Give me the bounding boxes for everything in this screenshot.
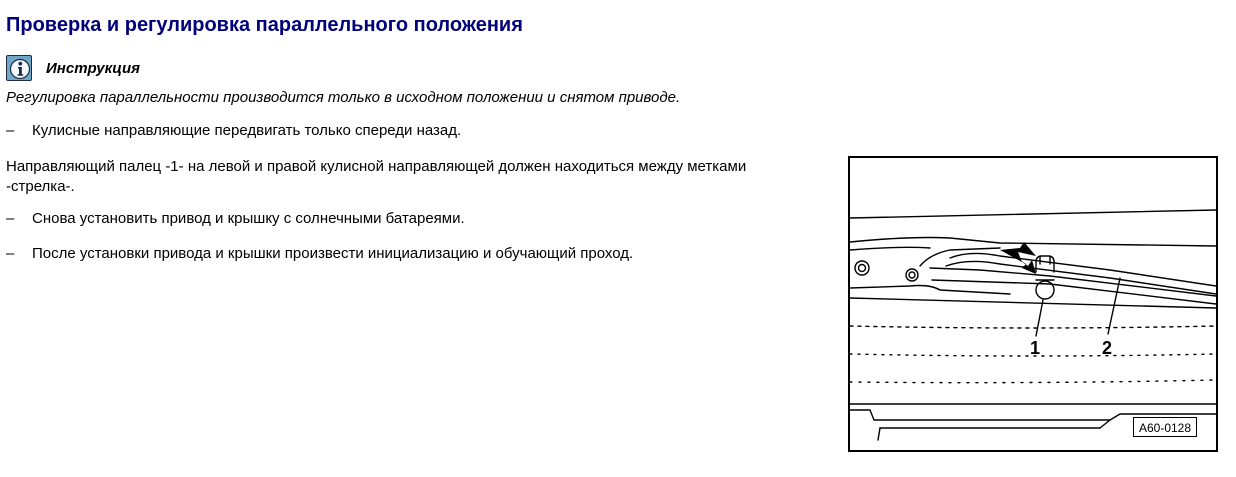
step-item [6,210,465,227]
step-dash: – [6,210,15,227]
illustration-drawing [850,158,1216,450]
step-text: Снова установить привод и крышку с солнечными батареями. [32,210,465,227]
note-header [6,54,140,82]
step-dash: – [6,245,15,262]
figure-code: A60-0128 [1133,417,1197,437]
info-icon [6,55,32,81]
paragraph: Направляющий палец -1- на левой и правой кулисной направляющей должен находиться между метками -стрелка-. [6,158,747,195]
callout-label: 2 [1102,338,1113,358]
note-label: Инструкция [46,59,140,77]
technical-illustration [848,156,1218,452]
step-item [6,245,633,262]
note-text: Регулировка параллельности производится только в исходном положении и снятом приводе. [6,89,681,106]
step-text: После установки привода и крышки произвести инициализацию и обучающий проход. [32,245,634,262]
step-item [6,122,461,139]
callout-label: 1 [1030,338,1041,358]
step-text: Кулисные направляющие передвигать только спереди назад. [32,122,462,139]
step-dash: – [6,122,15,139]
page-title: Проверка и регулировка параллельного положения [6,14,523,36]
